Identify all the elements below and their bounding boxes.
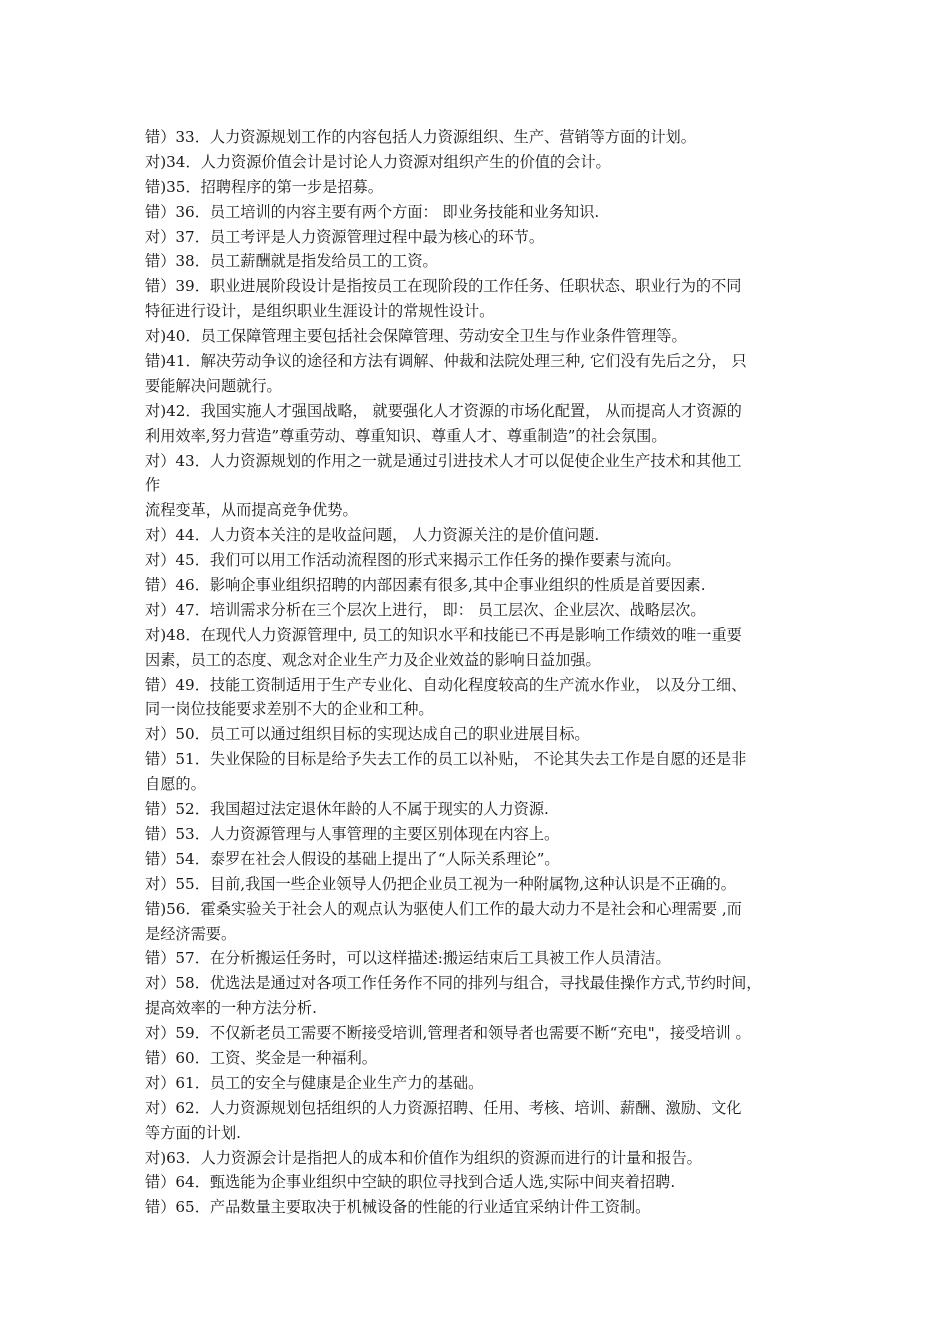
text-line: 提高效率的一种方法分析. [145, 999, 317, 1018]
text-line: 对）47．培训需求分析在三个层次上进行， 即： 员工层次、企业层次、战略层次。 [145, 600, 706, 619]
text-line: 是经济需要。 [145, 924, 237, 943]
text-line: 对）59．不仅新老员工需要不断接受培训,管理者和领导者也需要不断“充电"，接受培训 。 [145, 1024, 751, 1043]
text-line: 对)34．人力资源价值会计是讨论人力资源对组织产生的价值的会计。 [145, 152, 611, 171]
text-line: 对）45．我们可以用工作活动流程图的形式来揭示工作任务的操作要素与流向。 [145, 551, 681, 570]
text-line: 对）55．目前,我国一些企业领导人仍把企业员工视为一种附属物,这种认识是不正确的。 [145, 874, 736, 893]
text-line: 对)48．在现代人力资源管理中, 员工的知识水平和技能已不再是影响工作绩效的唯一重要 [145, 625, 742, 644]
text-line: 错）57．在分析搬运任务时，可以这样描述:搬运结束后工具被工作人员清洁。 [145, 949, 671, 968]
text-line: 错）39．职业进展阶段设计是指按员工在现阶段的工作任务、任职状态、职业行为的不同 [145, 277, 742, 296]
text-line: 错）49．技能工资制适用于生产专业化、自动化程度较高的生产流水作业， 以及分工细、 [145, 675, 747, 694]
text-line: 同一岗位技能要求差别不大的企业和工种。 [145, 700, 434, 719]
text-line: 对）43．人力资源规划的作用之一就是通过引进技术人才可以促使企业生产技术和其他工 [145, 451, 742, 470]
text-line: 错）64．甄选能为企事业组织中空缺的职位寻找到合适人选,实际中间夹着招聘. [145, 1173, 676, 1192]
text-line: 因素，员工的态度、观念对企业生产力及企业效益的影响日益加强。 [145, 650, 601, 669]
text-line: 要能解决问题就行。 [145, 376, 282, 395]
text-line: 利用效率,努力营造”尊重劳动、尊重知识、尊重人才、尊重制造”的社会氛围。 [145, 426, 667, 445]
text-line: 等方面的计划. [145, 1123, 241, 1142]
text-line: 流程变革，从而提高竞争优势。 [145, 501, 358, 520]
text-line: 错）51．失业保险的目标是给予失去工作的员工以补贴， 不论其失去工作是自愿的还是非 [145, 750, 747, 769]
text-line: 错)41．解决劳动争议的途径和方法有调解、仲裁和法院处理三种, 它们没有先后之分， 只 [145, 352, 747, 371]
text-line: 对）50．员工可以通过组织目标的实现达成自己的职业进展目标。 [145, 725, 590, 744]
text-line: 错）65．产品数量主要取决于机械设备的性能的行业适宜采纳计件工资制。 [145, 1198, 651, 1217]
text-line: 对)63．人力资源会计是指把人的成本和价值作为组织的资源而进行的计量和报告。 [145, 1148, 702, 1167]
text-line: 对）44．人力资本关注的是收益问题， 人力资源关注的是价值问题. [145, 526, 600, 545]
text-line: 错)56．霍桑实验关于社会人的观点认为驱使人们工作的最大动力不是社会和心理需要 ,而 [145, 899, 742, 918]
text-line: 自愿的。 [145, 775, 206, 794]
text-line: 对）58．优选法是通过对各项工作任务作不同的排列与组合，寻找最佳操作方式,节约时间， [145, 974, 762, 993]
text-line: 对)40．员工保障管理主要包括社会保障管理、劳动安全卫生与作业条件管理等。 [145, 327, 687, 346]
text-line: 错）52．我国超过法定退休年龄的人不属于现实的人力资源. [145, 800, 549, 819]
text-line: 错）46．影响企事业组织招聘的内部因素有很多,其中企事业组织的性质是首要因素. [145, 576, 706, 595]
text-line: 错）53．人力资源管理与人事管理的主要区别体现在内容上。 [145, 824, 560, 843]
text-line: 错）54．泰罗在社会人假设的基础上提出了“人际关系理论”。 [145, 849, 560, 868]
text-line: 作 [145, 476, 161, 495]
text-line: 错）60．工资、奖金是一种福利。 [145, 1048, 377, 1067]
document-body [145, 125, 815, 1220]
text-line: 对）61．员工的安全与健康是企业生产力的基础。 [145, 1073, 484, 1092]
text-line: 错)35．招聘程序的第一步是招募。 [145, 177, 383, 196]
text-line: 错）36．员工培训的内容主要有两个方面： 即业务技能和业务知识. [145, 202, 600, 221]
text-line: 对）37．员工考评是人力资源管理过程中最为核心的环节。 [145, 227, 545, 246]
text-line: 错）33．人力资源规划工作的内容包括人力资源组织、生产、营销等方面的计划。 [145, 128, 696, 146]
text-line: 错）38．员工薪酬就是指发给员工的工资。 [145, 252, 438, 271]
text-line: 对）62．人力资源规划包括组织的人力资源招聘、任用、考核、培训、薪酬、激励、文化 [145, 1098, 742, 1117]
text-line: 特征进行设计，是组织职业生涯设计的常规性设计。 [145, 302, 495, 321]
text-line: 对)42．我国实施人才强国战略， 就要强化人才资源的市场化配置， 从而提高人才资源的 [145, 401, 742, 420]
